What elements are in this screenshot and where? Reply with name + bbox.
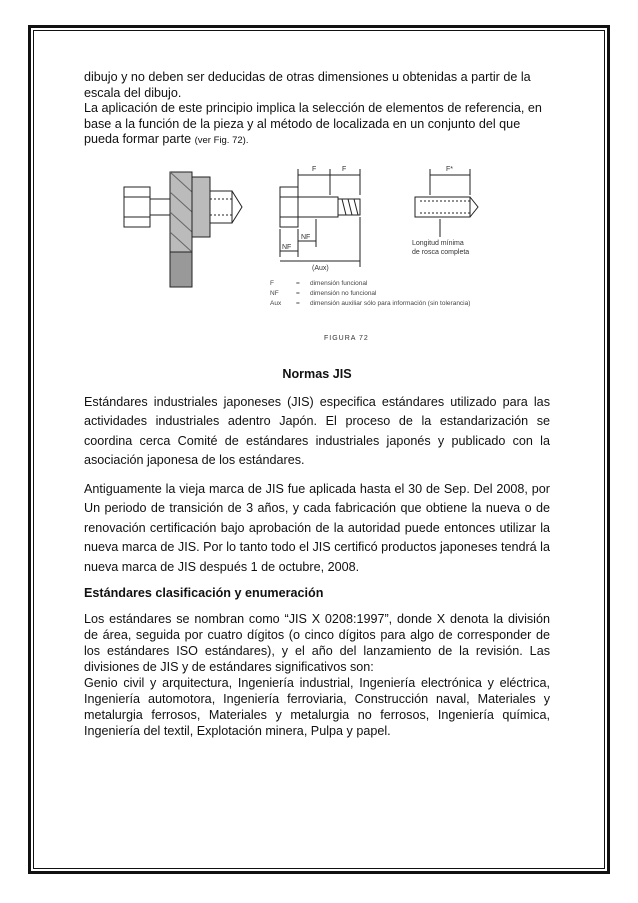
legend-desc-3: dimensión auxiliar sólo para información (sin tolerancia) — [310, 299, 471, 307]
intro-paragraph-2 — [84, 101, 550, 149]
figure-reference: (ver Fig. 72). — [194, 135, 249, 146]
figure-drawing — [120, 157, 520, 332]
legend-desc-1: dimensión funcional — [310, 279, 368, 287]
dim-label-nf2: NF — [301, 233, 311, 241]
bolt-dimension-drawing — [280, 169, 360, 267]
thread-note-2: de rosca completa — [412, 248, 470, 256]
section-title-clasificacion: Estándares clasificación y enumeración — [84, 586, 324, 600]
bolt-assembly-drawing — [124, 172, 242, 287]
dim-label-f: F — [312, 165, 317, 173]
legend-eq-1: = — [296, 279, 300, 287]
dim-label-f3: F* — [446, 165, 453, 173]
legend-desc-2: dimensión no funcional — [310, 289, 377, 297]
section1-paragraph-2: Antiguamente la vieja marca de JIS fue aplicada hasta el 30 de Sep. Del 2008, por Un periodo de transición de 3 años, y cada fabricación que obtiene la nueva o de renovación certificación bajo aprobación de la autoridad puede entonces utilizar la nueva marca de JIS. Por lo tanto todo el JIS certificó productos japoneses tendrá la nueva marca de JIS después 1 de octubre, 2008. — [84, 481, 550, 574]
section1-paragraph-1: Estándares industriales japoneses (JIS) especifica estándares utilizado para las actividades industriales adentro Japón. El proceso de la estandarización se coordina cerca Comité de estándares industriales japonés y publicado con la asociación japonesa de los estándares. — [84, 394, 550, 467]
intro-paragraph-2-text: La aplicación de este principio implica la selección de elementos de referencia, en base a la función de la pieza y al método de localizada en un conjunto del que pueda formar parte — [84, 101, 542, 146]
legend-key-1: F — [270, 279, 274, 287]
legend-key-2: NF — [270, 289, 279, 297]
dim-label-nf1: NF — [282, 243, 292, 251]
dim-label-f2: F — [342, 165, 347, 173]
technical-figure — [84, 157, 550, 345]
legend-eq-2: = — [296, 289, 300, 297]
section2-paragraph-2: Genio civil y arquitectura, Ingeniería industrial, Ingeniería electrónica y eléctrica, Ingeniería automotora, Ingeniería ferroviaria, Construcción naval, Materiales y metalurgia ferrosos, Materiales y metalurgia no ferrosos, Ingeniería química, Ingeniería del textil, Explotación minera, Pulpa y papel. — [84, 676, 550, 738]
intro-paragraph-1: dibujo y no deben ser deducidas de otras dimensiones u obtenidas a partir de la escala del dibujo. — [84, 70, 531, 100]
thread-note-1: Longitud mínima — [412, 239, 464, 247]
section2-paragraph-1: Los estándares se nombran como “JIS X 0208:1997”, donde X denota la división de área, seguida por cuatro dígitos (o cinco dígitos para algo de corresponder de los estándares ISO estándares), y el año del lanzamiento de la revisión. Las divisiones de JIS y de estándares significativos son: — [84, 612, 550, 674]
legend-eq-3: = — [296, 299, 300, 307]
thread-length-drawing — [415, 169, 478, 237]
page-content — [84, 70, 550, 739]
legend-key-3: Aux — [270, 299, 282, 307]
figure-legend — [270, 280, 470, 307]
section-title-normas-jis: Normas JIS — [282, 366, 352, 381]
figure-caption: FIGURA 72 — [324, 334, 369, 342]
dim-label-aux: (Aux) — [312, 264, 329, 272]
